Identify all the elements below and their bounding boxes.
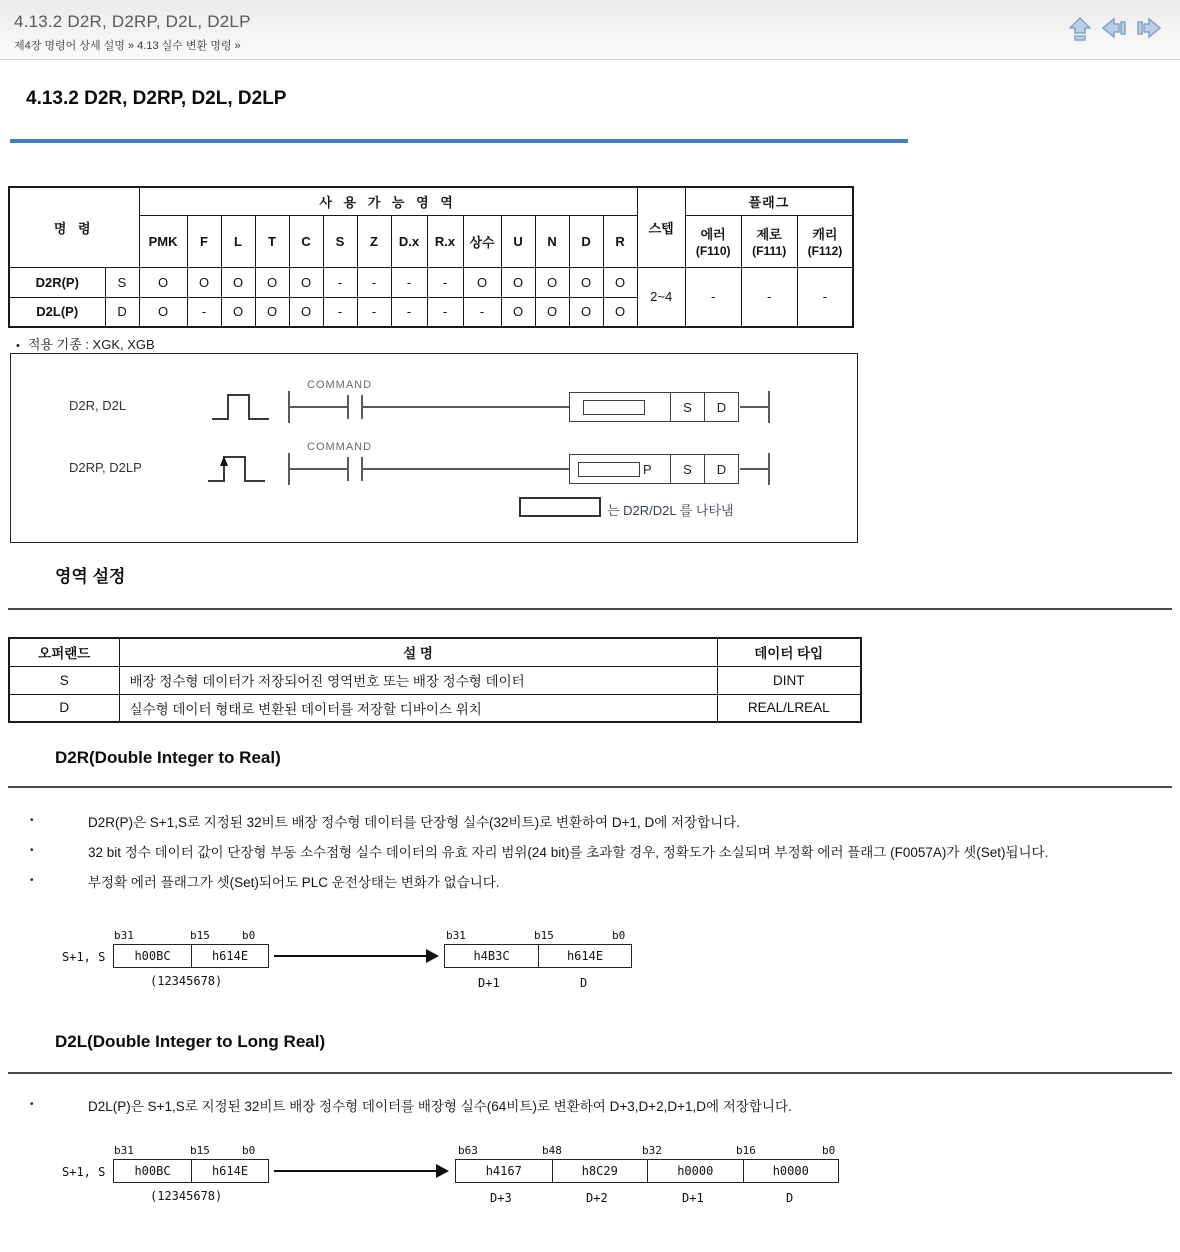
table-row: D2L(P) D O - O O O - - - - - O O O O xyxy=(9,297,853,327)
ladder-line xyxy=(288,406,347,408)
type-col-header: 데이터 타입 xyxy=(717,638,861,666)
topbar-title: 4.13.2 D2R, D2RP, D2L, D2LP xyxy=(14,12,251,31)
flag-header: 제로 (F111) xyxy=(741,215,797,267)
col-step: 스텝 xyxy=(637,187,685,267)
area-header: U xyxy=(501,215,535,267)
area-header: Z xyxy=(357,215,391,267)
list-item: • D2R(P)은 S+1,S로 지정된 32비트 배장 정수형 데이터를 단장형 실수(32비트)로 변환하여 D+1, D에 저장합니다. xyxy=(22,812,1152,833)
section-heading-d2r: D2R(Double Integer to Real) xyxy=(55,748,281,767)
col-usable-area: 사 용 가 능 영 역 xyxy=(139,187,637,215)
instruction-slot xyxy=(578,462,640,477)
rail-line xyxy=(768,391,770,423)
col-flag: 플래그 xyxy=(685,187,853,215)
page-title: 4.13.2 D2R, D2RP, D2L, D2LP xyxy=(26,88,287,109)
area-header: F xyxy=(187,215,221,267)
type-cell: REAL/LREAL xyxy=(717,694,861,722)
bullet-icon: • xyxy=(30,875,34,886)
dest-register-box: h4B3C h614E xyxy=(444,944,632,968)
section-rule xyxy=(8,786,1172,788)
source-register-box: h00BC h614E xyxy=(113,1159,269,1183)
section-rule xyxy=(8,1072,1172,1074)
source-register-box: h00BC h614E xyxy=(113,944,269,968)
area-header: N xyxy=(535,215,569,267)
operand-d-cell: D xyxy=(704,455,738,483)
topbar xyxy=(0,0,1180,60)
operand-s-cell: S xyxy=(670,455,704,483)
area-header: T xyxy=(255,215,289,267)
command-name: D2R(P) xyxy=(9,267,105,297)
area-header: D.x xyxy=(391,215,427,267)
flag-cell: - xyxy=(741,267,797,327)
source-label: S+1, S xyxy=(62,1165,106,1179)
command-name: D2L(P) xyxy=(9,297,105,327)
d2r-conversion-diagram: S+1, S b31 b15 b0 h00BC h614E (12345678) b31 b15 b0 h4B3C h614E D+1 D xyxy=(0,928,1180,1006)
flag-header: 에러 (F110) xyxy=(685,215,741,267)
operand-d-cell: D xyxy=(704,393,738,421)
desc-cell: 실수형 데이터 형태로 변환된 데이터를 저장할 디바이스 위치 xyxy=(119,694,717,722)
flag-cell: - xyxy=(685,267,741,327)
contact-bar xyxy=(347,457,349,481)
conversion-arrow xyxy=(274,944,440,968)
table-row xyxy=(9,666,861,694)
bullet-icon: • xyxy=(16,340,20,352)
nav-icons xyxy=(1068,16,1162,42)
desc-cell: 배장 정수형 데이터가 저장되어진 영역번호 또는 배장 정수형 데이터 xyxy=(119,666,717,694)
flag-cell: - xyxy=(797,267,853,327)
ladder-line xyxy=(363,406,569,408)
instruction-slot xyxy=(583,400,645,415)
decimal-note: (12345678) xyxy=(150,1189,223,1203)
legend-text: 는 D2R/D2L 를 나타냄 xyxy=(607,503,734,518)
ladder-row1-label: D2R, D2L xyxy=(69,398,127,413)
area-header: PMK xyxy=(139,215,187,267)
flag-header: 캐리 (F112) xyxy=(797,215,853,267)
ladder-line xyxy=(740,468,768,470)
d2r-description xyxy=(22,812,1152,902)
rail-line xyxy=(768,453,770,485)
command-label: COMMAND xyxy=(307,441,373,453)
legend-rect xyxy=(519,497,601,517)
ladder-diagram xyxy=(10,353,858,543)
contact-bar xyxy=(347,395,349,419)
conversion-arrow xyxy=(274,1159,450,1183)
type-cell: DINT xyxy=(717,666,861,694)
pulse-icon xyxy=(211,390,271,422)
bullet-icon: • xyxy=(30,845,34,856)
back-icon[interactable] xyxy=(1101,16,1127,42)
instruction-box-d2rp xyxy=(569,454,739,484)
dest-register-box: h4167 h8C29 h0000 h0000 xyxy=(455,1159,839,1183)
list-item: • 32 bit 정수 데이터 값이 단장형 부동 소수점형 실수 데이터의 유효 자리 범위(24 bit)를 초과할 경우, 정확도가 소실되며 부정확 에러 플래그 (F0057A)가 셋(Set)됩니다. xyxy=(22,842,1152,863)
area-header: S xyxy=(323,215,357,267)
pulse-rising-icon xyxy=(207,452,267,484)
applicable-models-note: • 적용 기종 : XGK, XGB xyxy=(16,334,159,356)
source-label: S+1, S xyxy=(62,950,106,964)
pulse-suffix: P xyxy=(643,461,652,477)
operand-s-cell: S xyxy=(670,393,704,421)
title-underline xyxy=(10,139,908,143)
area-header: D xyxy=(569,215,603,267)
section-heading-d2l: D2L(Double Integer to Long Real) xyxy=(55,1032,326,1051)
bullet-icon: • xyxy=(30,815,34,826)
forward-icon[interactable] xyxy=(1136,16,1162,42)
step-cell: 2~4 xyxy=(637,267,685,327)
operand-cell: D xyxy=(9,694,119,722)
ladder-line xyxy=(363,468,569,470)
area-header: L xyxy=(221,215,255,267)
operand-cell: S xyxy=(105,267,139,297)
ladder-row2-label: D2RP, D2LP xyxy=(69,460,142,475)
breadcrumb[interactable]: 제4장 명령어 상세 설명 » 4.13 실수 변환 명령 » xyxy=(14,40,241,52)
list-item: • 부정확 에러 플래그가 셋(Set)되어도 PLC 운전상태는 변화가 없습니다. xyxy=(22,872,1152,893)
availability-table xyxy=(8,186,854,328)
operand-cell: S xyxy=(9,666,119,694)
section-rule xyxy=(8,608,1172,610)
ladder-line xyxy=(740,406,768,408)
operand-col-header: 오퍼랜드 xyxy=(9,638,119,666)
table-row xyxy=(9,694,861,722)
top-icon[interactable] xyxy=(1068,16,1092,42)
bullet-icon: • xyxy=(30,1099,34,1110)
section-heading-area-setting: 영역 설정 xyxy=(55,567,126,586)
list-item: • D2L(P)은 S+1,S로 지정된 32비트 배장 정수형 데이터를 배장형 실수(64비트)로 변환하여 D+3,D+2,D+1,D에 저장합니다. xyxy=(22,1096,1152,1117)
operand-cell: D xyxy=(105,297,139,327)
decimal-note: (12345678) xyxy=(150,974,223,988)
desc-col-header: 설 명 xyxy=(119,638,717,666)
table-row: D2R(P) S O O O O O - - - - O O O O O 2~4 - - - xyxy=(9,267,853,297)
instruction-box-d2r xyxy=(569,392,739,422)
command-label: COMMAND xyxy=(307,379,373,391)
d2l-description xyxy=(22,1096,1152,1126)
area-header: C xyxy=(289,215,323,267)
area-header: 상수 xyxy=(463,215,501,267)
d2l-conversion-diagram: S+1, S b31 b15 b0 h00BC h614E (12345678) b63 b48 b32 b16 b0 h4167 h8C29 h0000 h0000 D+3 D+2 D+1 D xyxy=(0,1143,1180,1221)
area-header: R xyxy=(603,215,637,267)
ladder-line xyxy=(288,468,347,470)
operand-table xyxy=(8,637,862,723)
col-command: 명 령 xyxy=(9,187,139,267)
area-header: R.x xyxy=(427,215,463,267)
